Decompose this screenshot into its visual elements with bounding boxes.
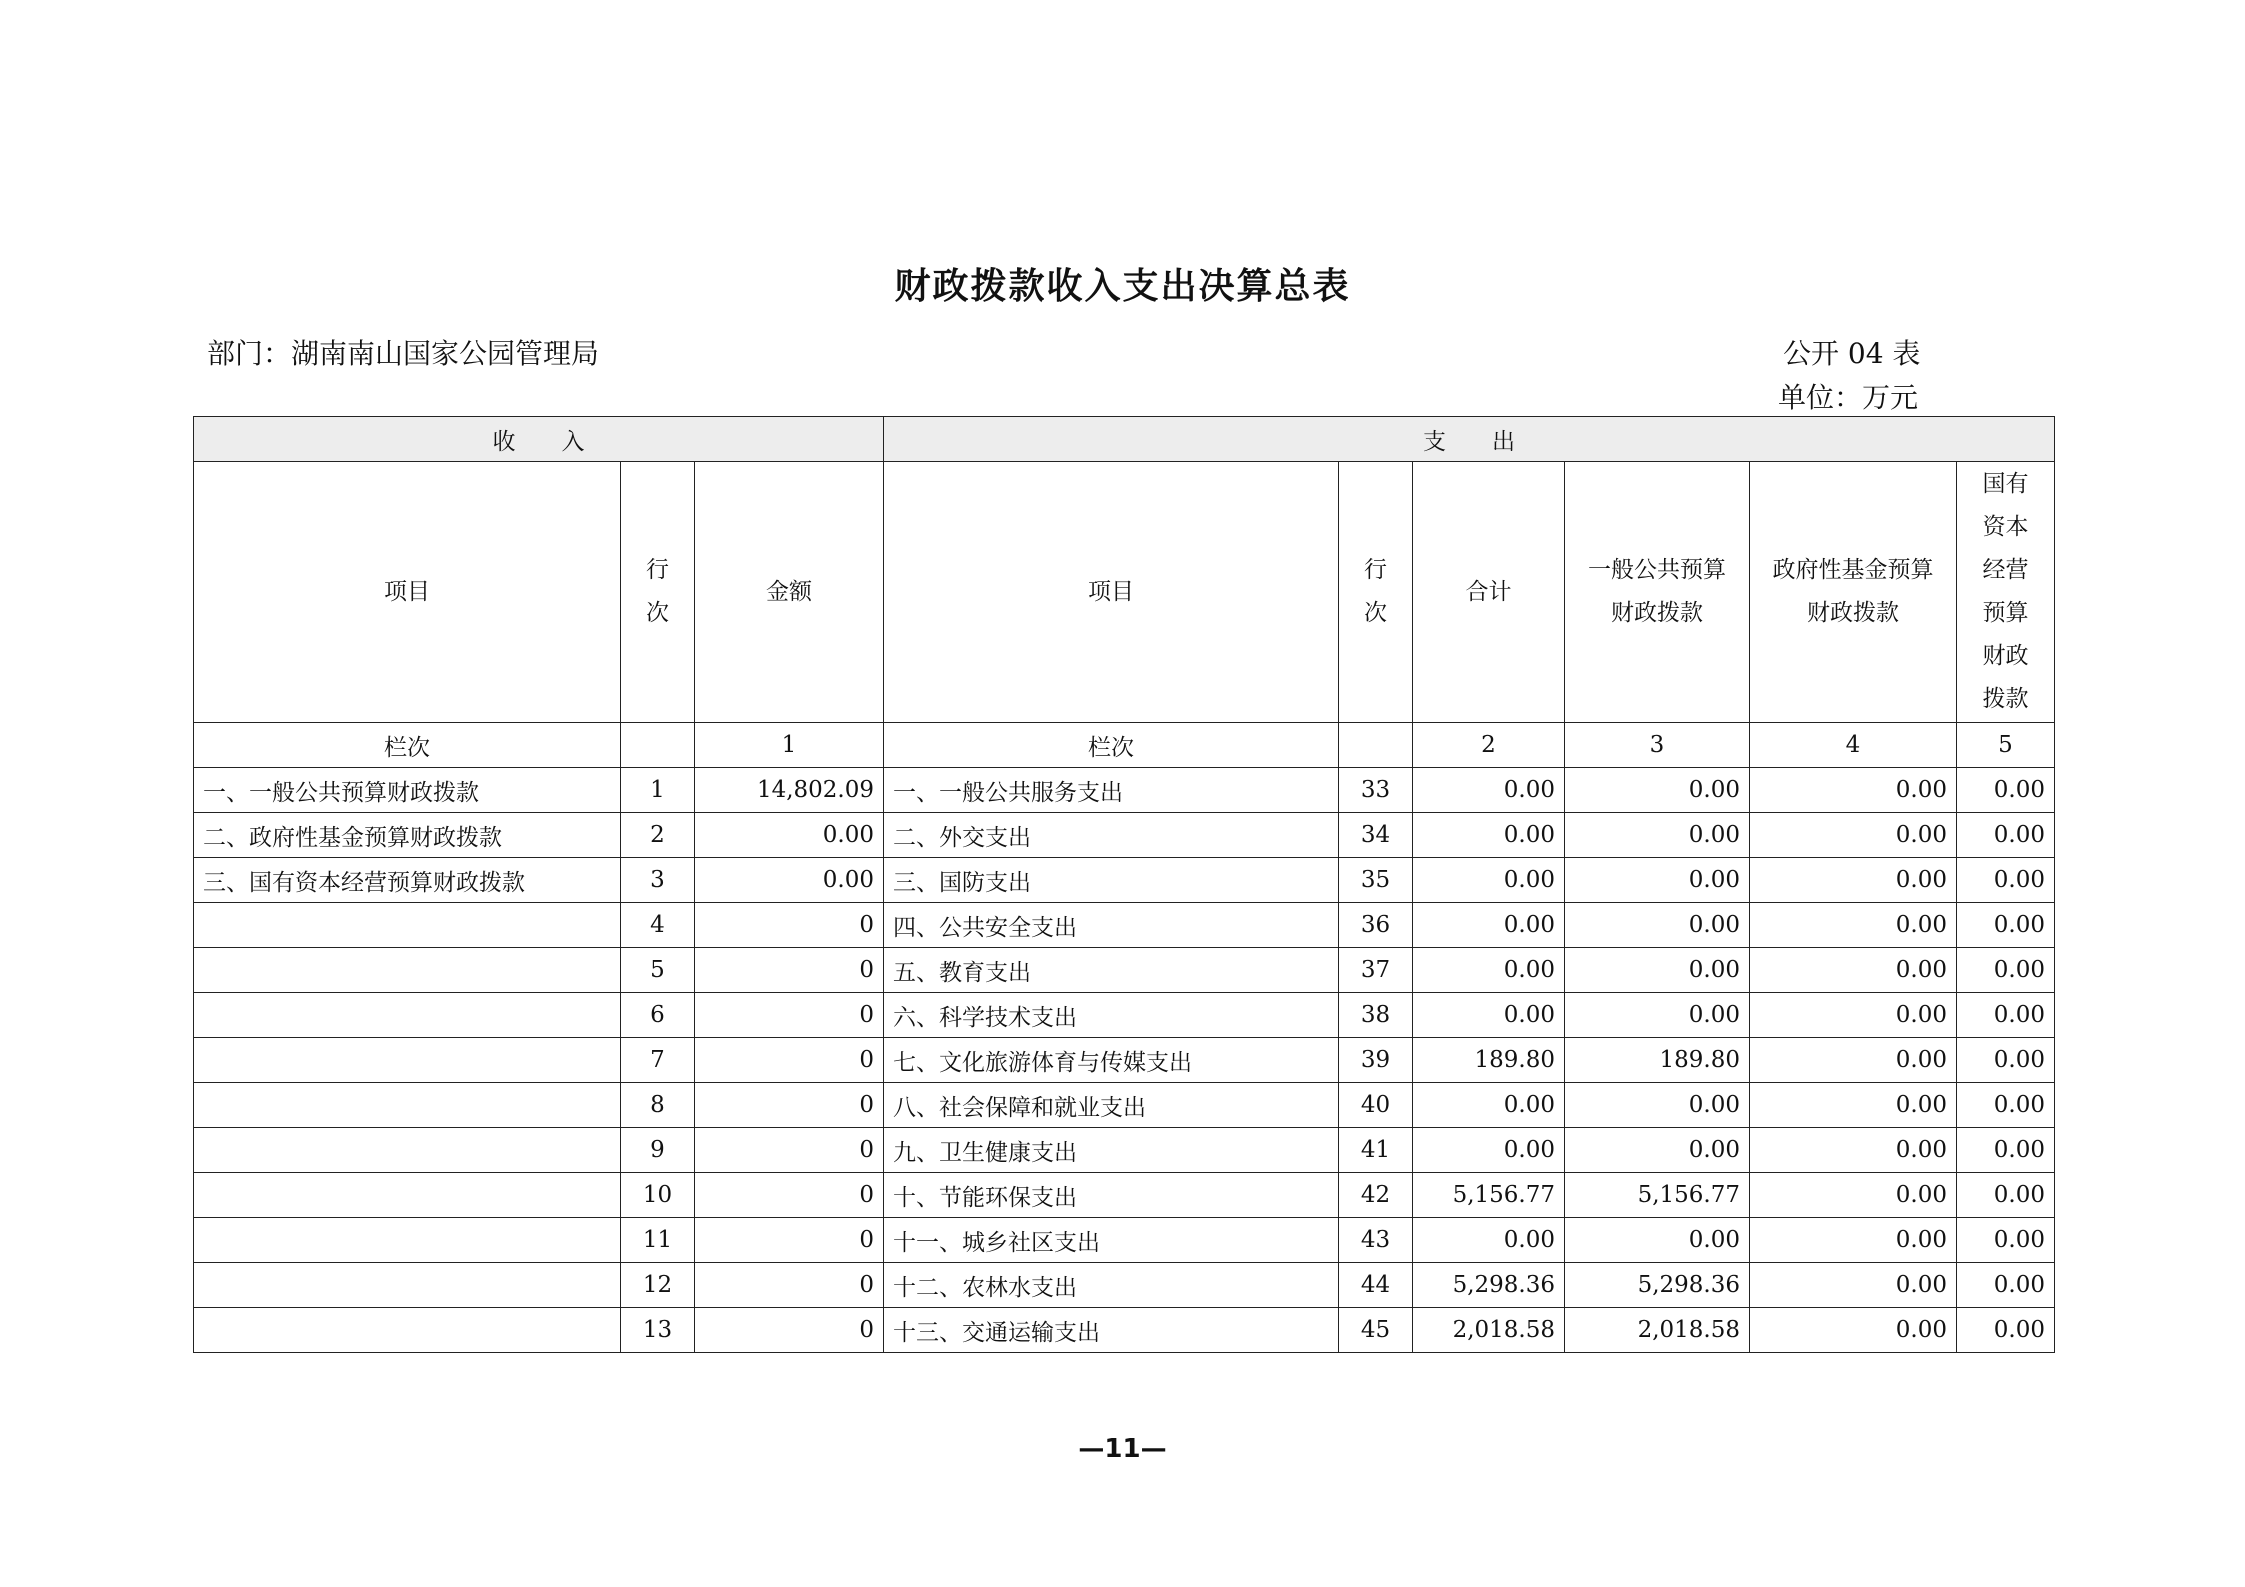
expense-total-cell: 0.00 [1413, 993, 1565, 1038]
expense-row-no-cell: 33 [1339, 768, 1413, 813]
income-item-cell [194, 903, 621, 948]
expense-item-cell: 四、公共安全支出 [884, 903, 1339, 948]
expense-row-no-cell: 45 [1339, 1308, 1413, 1353]
expense-row-no-cell: 36 [1339, 903, 1413, 948]
expense-total-cell: 0.00 [1413, 1083, 1565, 1128]
income-row-no-cell: 3 [621, 858, 695, 903]
table-row [194, 1038, 2055, 1083]
index-2: 2 [1413, 723, 1565, 768]
table-row [194, 1218, 2055, 1263]
index-empty-left [621, 723, 695, 768]
income-row-no-cell: 13 [621, 1308, 695, 1353]
expense-row-no-cell: 44 [1339, 1263, 1413, 1308]
expense-row-no-cell: 38 [1339, 993, 1413, 1038]
expense-capital-cell: 0.00 [1957, 813, 2055, 858]
income-amount-cell: 0 [695, 1128, 884, 1173]
income-amount-cell: 0 [695, 1308, 884, 1353]
page-number: —11— [1078, 1434, 1167, 1464]
expense-general-cell: 0.00 [1565, 813, 1750, 858]
header-expense-item: 项目 [884, 462, 1339, 723]
expense-fund-cell: 0.00 [1750, 1263, 1957, 1308]
table-row [194, 1083, 2055, 1128]
expense-fund-cell: 0.00 [1750, 948, 1957, 993]
income-amount-cell: 0 [695, 993, 884, 1038]
income-item-cell: 三、国有资本经营预算财政拨款 [194, 858, 621, 903]
expense-row-no-cell: 37 [1339, 948, 1413, 993]
index-empty-right [1339, 723, 1413, 768]
expense-item-cell: 五、教育支出 [884, 948, 1339, 993]
index-4: 4 [1750, 723, 1957, 768]
expense-section-header: 支 出 [884, 417, 2055, 462]
expense-general-cell: 0.00 [1565, 993, 1750, 1038]
expense-item-cell: 一、一般公共服务支出 [884, 768, 1339, 813]
income-amount-cell: 0.00 [695, 813, 884, 858]
expense-fund-cell: 0.00 [1750, 903, 1957, 948]
header-capital-budget: 国有资本经营预算财政拨款 [1957, 462, 2055, 723]
income-row-no-cell: 4 [621, 903, 695, 948]
unit-label: 单位：万元 [1778, 381, 1919, 414]
expense-fund-cell: 0.00 [1750, 993, 1957, 1038]
section-header-row [194, 417, 2055, 462]
income-amount-cell: 14,802.09 [695, 768, 884, 813]
expense-item-cell: 三、国防支出 [884, 858, 1339, 903]
department-label: 部门：湖南南山国家公园管理局 [207, 337, 600, 370]
page-title: 财政拨款收入支出决算总表 [894, 265, 1351, 307]
income-item-cell: 二、政府性基金预算财政拨款 [194, 813, 621, 858]
income-item-cell [194, 1308, 621, 1353]
income-amount-cell: 0 [695, 1218, 884, 1263]
expense-capital-cell: 0.00 [1957, 1308, 2055, 1353]
index-1: 1 [695, 723, 884, 768]
expense-fund-cell: 0.00 [1750, 858, 1957, 903]
expense-row-no-cell: 34 [1339, 813, 1413, 858]
expense-total-cell: 5,156.77 [1413, 1173, 1565, 1218]
expense-total-cell: 0.00 [1413, 1128, 1565, 1173]
table-row [194, 903, 2055, 948]
expense-total-cell: 5,298.36 [1413, 1263, 1565, 1308]
table-row [194, 768, 2055, 813]
income-amount-cell: 0 [695, 1083, 884, 1128]
expense-item-cell: 六、科学技术支出 [884, 993, 1339, 1038]
expense-capital-cell: 0.00 [1957, 1263, 2055, 1308]
income-row-no-cell: 9 [621, 1128, 695, 1173]
income-row-no-cell: 11 [621, 1218, 695, 1263]
index-5: 5 [1957, 723, 2055, 768]
expense-capital-cell: 0.00 [1957, 1083, 2055, 1128]
expense-capital-cell: 0.00 [1957, 1218, 2055, 1263]
table-number: 公开 04 表 [1783, 337, 1921, 370]
index-label-right: 栏次 [884, 723, 1339, 768]
budget-table [193, 416, 2055, 1353]
header-income-amount: 金额 [695, 462, 884, 723]
expense-total-cell: 189.80 [1413, 1038, 1565, 1083]
expense-total-cell: 0.00 [1413, 768, 1565, 813]
income-item-cell [194, 1173, 621, 1218]
income-amount-cell: 0 [695, 1173, 884, 1218]
expense-capital-cell: 0.00 [1957, 1173, 2055, 1218]
table-row [194, 813, 2055, 858]
income-item-cell [194, 1038, 621, 1083]
income-item-cell [194, 1083, 621, 1128]
expense-row-no-cell: 41 [1339, 1128, 1413, 1173]
expense-capital-cell: 0.00 [1957, 1128, 2055, 1173]
expense-item-cell: 十、节能环保支出 [884, 1173, 1339, 1218]
expense-row-no-cell: 42 [1339, 1173, 1413, 1218]
expense-total-cell: 0.00 [1413, 903, 1565, 948]
income-amount-cell: 0 [695, 948, 884, 993]
income-section-header: 收 入 [194, 417, 884, 462]
header-income-item: 项目 [194, 462, 621, 723]
income-amount-cell: 0 [695, 903, 884, 948]
income-row-no-cell: 12 [621, 1263, 695, 1308]
table-row [194, 993, 2055, 1038]
income-amount-cell: 0 [695, 1038, 884, 1083]
table-row [194, 1308, 2055, 1353]
expense-capital-cell: 0.00 [1957, 858, 2055, 903]
expense-capital-cell: 0.00 [1957, 993, 2055, 1038]
expense-row-no-cell: 43 [1339, 1218, 1413, 1263]
expense-general-cell: 0.00 [1565, 1083, 1750, 1128]
income-amount-cell: 0 [695, 1263, 884, 1308]
header-general-budget: 一般公共预算财政拨款 [1565, 462, 1750, 723]
income-item-cell [194, 1218, 621, 1263]
expense-item-cell: 七、文化旅游体育与传媒支出 [884, 1038, 1339, 1083]
expense-general-cell: 0.00 [1565, 903, 1750, 948]
expense-general-cell: 0.00 [1565, 948, 1750, 993]
expense-total-cell: 0.00 [1413, 948, 1565, 993]
expense-capital-cell: 0.00 [1957, 1038, 2055, 1083]
expense-total-cell: 0.00 [1413, 858, 1565, 903]
expense-fund-cell: 0.00 [1750, 1218, 1957, 1263]
index-label-left: 栏次 [194, 723, 621, 768]
expense-row-no-cell: 35 [1339, 858, 1413, 903]
income-item-cell [194, 993, 621, 1038]
expense-general-cell: 189.80 [1565, 1038, 1750, 1083]
expense-general-cell: 5,156.77 [1565, 1173, 1750, 1218]
income-row-no-cell: 2 [621, 813, 695, 858]
expense-general-cell: 5,298.36 [1565, 1263, 1750, 1308]
expense-fund-cell: 0.00 [1750, 813, 1957, 858]
expense-fund-cell: 0.00 [1750, 1128, 1957, 1173]
expense-total-cell: 0.00 [1413, 813, 1565, 858]
expense-capital-cell: 0.00 [1957, 768, 2055, 813]
expense-item-cell: 二、外交支出 [884, 813, 1339, 858]
income-item-cell [194, 1128, 621, 1173]
expense-row-no-cell: 40 [1339, 1083, 1413, 1128]
table-row [194, 858, 2055, 903]
expense-total-cell: 2,018.58 [1413, 1308, 1565, 1353]
column-index-row [194, 723, 2055, 768]
header-income-row-no: 行次 [621, 462, 695, 723]
income-item-cell: 一、一般公共预算财政拨款 [194, 768, 621, 813]
table-row [194, 1128, 2055, 1173]
expense-item-cell: 十一、城乡社区支出 [884, 1218, 1339, 1263]
header-total: 合计 [1413, 462, 1565, 723]
table-row [194, 948, 2055, 993]
expense-general-cell: 2,018.58 [1565, 1308, 1750, 1353]
expense-general-cell: 0.00 [1565, 858, 1750, 903]
header-fund-budget: 政府性基金预算财政拨款 [1750, 462, 1957, 723]
expense-fund-cell: 0.00 [1750, 1038, 1957, 1083]
expense-item-cell: 八、社会保障和就业支出 [884, 1083, 1339, 1128]
income-item-cell [194, 1263, 621, 1308]
expense-fund-cell: 0.00 [1750, 768, 1957, 813]
table-row [194, 1173, 2055, 1218]
expense-general-cell: 0.00 [1565, 1218, 1750, 1263]
income-row-no-cell: 7 [621, 1038, 695, 1083]
table-row [194, 1263, 2055, 1308]
expense-general-cell: 0.00 [1565, 1128, 1750, 1173]
expense-general-cell: 0.00 [1565, 768, 1750, 813]
income-row-no-cell: 10 [621, 1173, 695, 1218]
income-row-no-cell: 8 [621, 1083, 695, 1128]
income-row-no-cell: 5 [621, 948, 695, 993]
income-row-no-cell: 6 [621, 993, 695, 1038]
expense-capital-cell: 0.00 [1957, 948, 2055, 993]
expense-item-cell: 十三、交通运输支出 [884, 1308, 1339, 1353]
expense-fund-cell: 0.00 [1750, 1308, 1957, 1353]
income-row-no-cell: 1 [621, 768, 695, 813]
expense-fund-cell: 0.00 [1750, 1173, 1957, 1218]
expense-item-cell: 九、卫生健康支出 [884, 1128, 1339, 1173]
index-3: 3 [1565, 723, 1750, 768]
column-header-row [194, 462, 2055, 723]
expense-total-cell: 0.00 [1413, 1218, 1565, 1263]
income-amount-cell: 0.00 [695, 858, 884, 903]
expense-fund-cell: 0.00 [1750, 1083, 1957, 1128]
header-expense-row-no: 行次 [1339, 462, 1413, 723]
expense-capital-cell: 0.00 [1957, 903, 2055, 948]
expense-item-cell: 十二、农林水支出 [884, 1263, 1339, 1308]
expense-row-no-cell: 39 [1339, 1038, 1413, 1083]
income-item-cell [194, 948, 621, 993]
